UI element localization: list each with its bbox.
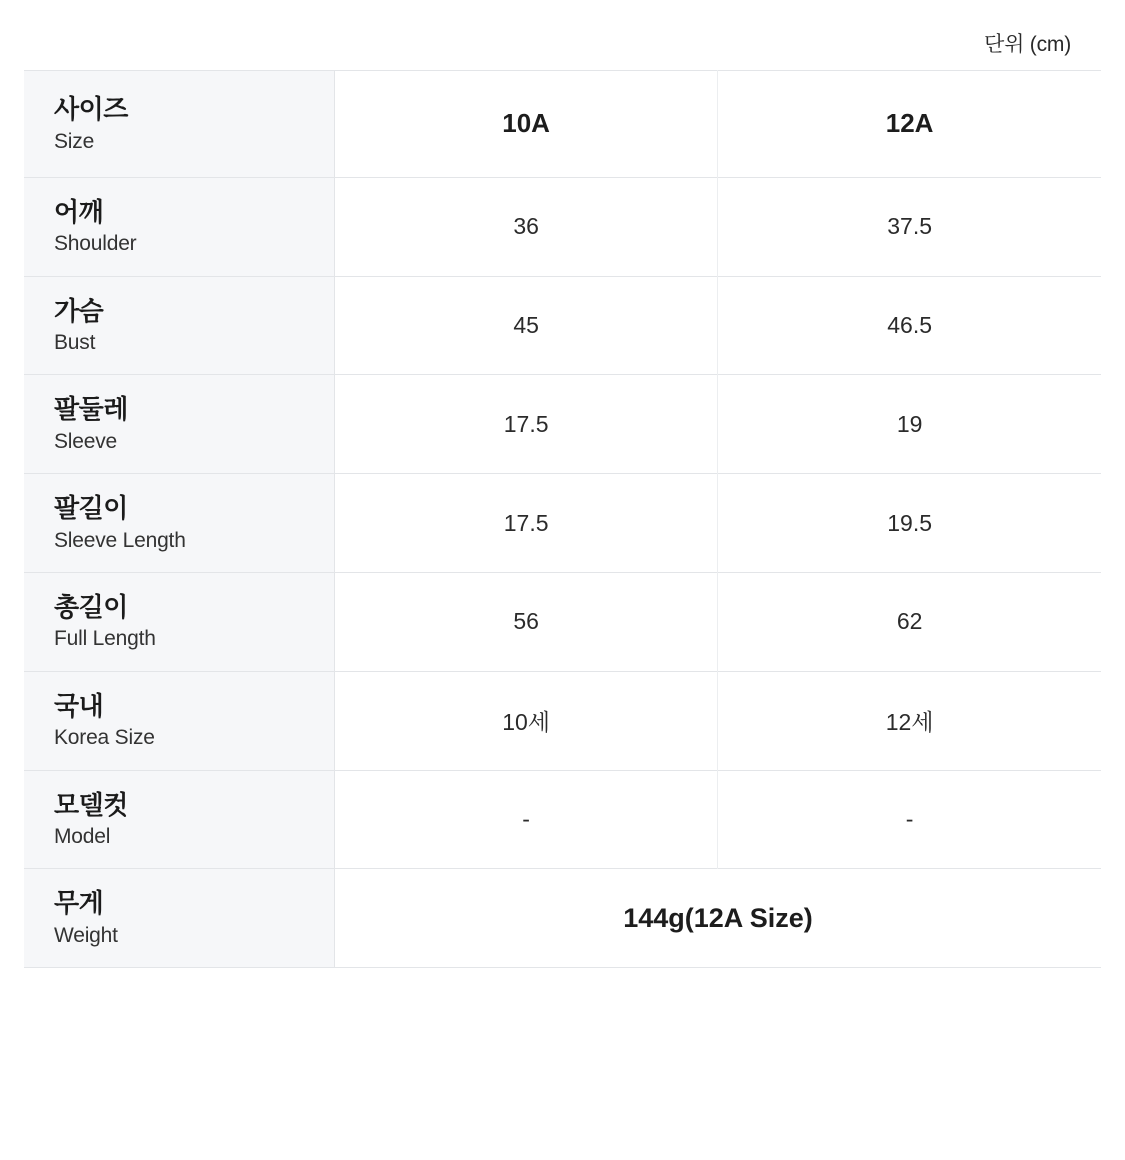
row-label-kr: 팔둘레	[54, 394, 128, 425]
cell-sleeve-length-10a: 17.5	[335, 474, 718, 573]
row-label-en: Full Length	[54, 627, 156, 651]
row-label-korea-size	[24, 671, 335, 770]
row-label-full-length	[24, 572, 335, 671]
row-label-model	[24, 770, 335, 869]
row-label-en: Weight	[54, 923, 118, 947]
row-label-kr: 총길이	[54, 591, 128, 622]
cell-model-10a: -	[335, 770, 718, 869]
cell-bust-10a: 45	[335, 276, 718, 375]
row-label-kr: 사이즈	[54, 94, 128, 124]
row-label-en: Shoulder	[54, 232, 137, 256]
table-row	[24, 770, 1101, 869]
row-label-weight	[24, 869, 335, 968]
row-label-kr: 가슴	[54, 295, 104, 326]
cell-sleeve-10a: 17.5	[335, 375, 718, 474]
row-label-en: Model	[54, 825, 111, 849]
table-row	[24, 276, 1101, 375]
row-label-sleeve	[24, 375, 335, 474]
table-row	[24, 375, 1101, 474]
row-label-kr: 팔길이	[54, 493, 128, 524]
row-label-kr: 무게	[54, 888, 104, 919]
cell-size-12a: 12A	[885, 108, 934, 139]
cell-size-10a: 10A	[335, 71, 718, 178]
cell-shoulder-10a: 36	[335, 177, 718, 276]
row-label-sleeve-length	[24, 474, 335, 573]
cell-sleeve-length-12a: 19.5	[887, 509, 932, 536]
cell-shoulder-12a: 37.5	[887, 213, 932, 240]
table-row	[24, 474, 1101, 573]
cell-full-length-10a: 56	[335, 572, 718, 671]
cell-sleeve-12a: 19	[896, 410, 923, 437]
cell-bust-12a: 46.5	[887, 311, 932, 338]
cell-weight: 144g(12A Size)	[623, 902, 813, 933]
row-label-en: Size	[54, 129, 95, 153]
unit-note: 단위 (cm)	[984, 33, 1071, 56]
table-row	[24, 71, 1101, 178]
table-row	[24, 572, 1101, 671]
row-label-bust	[24, 276, 335, 375]
cell-korea-size-12a: 12세	[885, 709, 934, 736]
row-label-en: Sleeve	[54, 429, 118, 453]
cell-model-12a: -	[905, 805, 914, 832]
cell-korea-size-10a: 10세	[335, 671, 718, 770]
table-row	[24, 177, 1101, 276]
row-label-kr: 모델컷	[54, 789, 128, 820]
row-label-en: Bust	[54, 331, 96, 355]
row-label-kr: 국내	[54, 690, 104, 721]
cell-full-length-12a: 62	[896, 608, 923, 635]
row-label-size	[24, 71, 335, 178]
row-label-en: Korea Size	[54, 726, 155, 750]
table-row	[24, 671, 1101, 770]
row-label-kr: 어깨	[54, 196, 104, 227]
table-row	[24, 869, 1101, 968]
row-label-en: Sleeve Length	[54, 528, 186, 552]
size-table	[24, 70, 1101, 968]
row-label-shoulder	[24, 177, 335, 276]
